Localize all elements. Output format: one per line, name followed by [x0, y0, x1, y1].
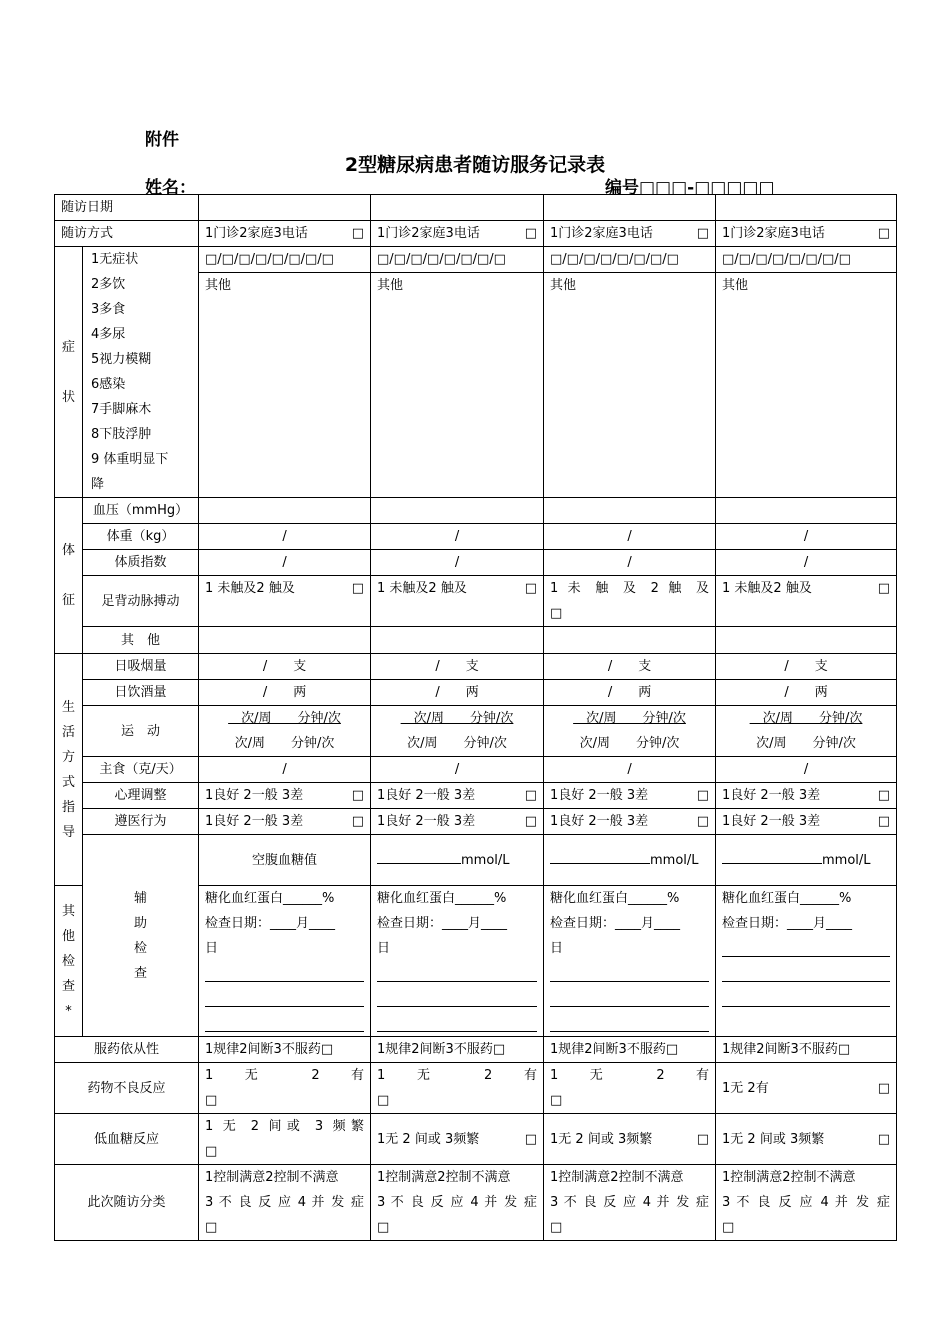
visit-date-label: 随访日期 — [55, 195, 199, 221]
attachment-label: 附件 — [145, 130, 179, 150]
adr-cell[interactable] — [716, 1063, 897, 1114]
fbg-cell[interactable] — [371, 835, 544, 886]
lifestyle-sec-char: 方 — [61, 749, 75, 765]
adr-options: 1无 2有 — [722, 1080, 769, 1096]
exercise-cell[interactable] — [716, 706, 897, 757]
visit-mode-options: 1门诊2家庭3电话 — [205, 226, 308, 241]
signs-section — [55, 498, 83, 654]
exercise-target: 次/周 分钟/次 — [234, 736, 335, 751]
hypo-cell[interactable] — [199, 1114, 371, 1165]
weight-cell[interactable]: / — [199, 524, 371, 550]
pulse-label: 足背动脉搏动 — [83, 576, 199, 627]
bp-cell[interactable] — [544, 498, 716, 524]
checkbox[interactable]: □ — [351, 581, 365, 596]
adr-options: 1 无 2 有 — [377, 1068, 538, 1083]
symptom-item: 8下肢浮肿 — [91, 427, 152, 442]
checkbox[interactable]: □ — [351, 814, 365, 829]
symptom-boxes[interactable]: □/□/□/□/□/□/□/□ — [716, 247, 897, 273]
compliance-cell[interactable] — [716, 809, 897, 835]
other-exam-cell[interactable] — [199, 886, 371, 1037]
exercise-current: 次/周 分钟/次 — [573, 711, 686, 726]
class-options-2: 3 不 良 反 应 4 并 发 症 — [377, 1195, 538, 1210]
exercise-label: 运 动 — [83, 706, 199, 757]
lifestyle-sec-char: 导 — [61, 824, 75, 840]
checkbox[interactable]: □ — [877, 814, 891, 829]
psych-cell[interactable] — [199, 783, 371, 809]
aux-sec-char: 助 — [134, 915, 148, 931]
compliance-options: 1良好 2一般 3差 — [722, 814, 821, 829]
code-label: 编号□□□-□□□□□ — [605, 178, 775, 198]
exercise-current: 次/周 分钟/次 — [400, 711, 514, 726]
exercise-cell[interactable] — [544, 706, 716, 757]
bmi-label: 体质指数 — [83, 550, 199, 576]
bp-cell[interactable] — [716, 498, 897, 524]
checkbox[interactable]: □ — [877, 226, 891, 241]
visit-mode-options: 1门诊2家庭3电话 — [377, 226, 480, 241]
bmi-cell[interactable]: / — [371, 550, 544, 576]
bmi-cell[interactable]: / — [199, 550, 371, 576]
hba1c-field: 糖化血红蛋白______% — [550, 891, 680, 906]
symptom-item: 6感染 — [91, 377, 126, 392]
visit-mode-cell[interactable] — [199, 221, 371, 247]
checkbox[interactable]: □ — [377, 1093, 390, 1108]
drink-cell[interactable]: / 两 — [544, 680, 716, 706]
hypo-label: 低血糖反应 — [55, 1114, 199, 1165]
exercise-current: 次/周 分钟/次 — [228, 711, 341, 726]
symptom-item: 7手脚麻木 — [91, 402, 152, 417]
class-cell[interactable] — [544, 1165, 716, 1241]
exercise-current: 次/周 分钟/次 — [749, 711, 863, 726]
checkbox[interactable]: □ — [351, 226, 365, 241]
adr-options: 1 无 2 有 — [205, 1068, 365, 1083]
visit-mode-cell[interactable] — [371, 221, 544, 247]
pulse-options: 1 未 触 及 2 触 及 — [550, 581, 710, 596]
lifestyle-sec-char: 式 — [61, 774, 75, 790]
exercise-target: 次/周 分钟/次 — [756, 736, 856, 751]
form-title: 2型糖尿病患者随访服务记录表 — [344, 154, 606, 176]
smoke-cell[interactable]: / 支 — [199, 654, 371, 680]
followup-table — [54, 194, 897, 1241]
checkbox[interactable]: □ — [351, 788, 365, 803]
symptom-item: 1无症状 — [91, 252, 139, 267]
adr-cell[interactable] — [544, 1063, 716, 1114]
staple-cell[interactable]: / — [716, 757, 897, 783]
adr-cell[interactable] — [371, 1063, 544, 1114]
checkbox[interactable]: □ — [205, 1220, 218, 1235]
lifestyle-sec-char: 指 — [61, 799, 75, 815]
checkbox[interactable]: □ — [696, 1131, 710, 1147]
drink-cell[interactable]: / 两 — [371, 680, 544, 706]
visit-date-cell[interactable] — [199, 195, 371, 221]
hypo-options: 1 无 2 间或 3 频繁 — [205, 1119, 365, 1134]
fbg-unit: mmol/L — [650, 852, 699, 868]
compliance-cell[interactable] — [199, 809, 371, 835]
other-exam-cell[interactable] — [544, 886, 716, 1037]
exam-day-label: 日 — [377, 941, 391, 956]
fbg-label: 空腹血糖值 — [199, 835, 371, 886]
bp-cell[interactable] — [199, 498, 371, 524]
checkbox[interactable]: □ — [205, 1144, 218, 1159]
symptom-other[interactable]: 其他 — [371, 273, 544, 498]
weight-cell[interactable]: / — [716, 524, 897, 550]
psych-cell[interactable] — [716, 783, 897, 809]
aux-sec-char: 检 — [134, 940, 148, 956]
weight-label: 体重（kg） — [83, 524, 199, 550]
adr-options: 1 无 2 有 — [550, 1068, 710, 1083]
class-options-2: 3 不 良 反 应 4 并 发 症 — [550, 1195, 710, 1210]
bp-label: 血压（mmHg） — [83, 498, 199, 524]
aux-section — [83, 835, 199, 1037]
class-options-2: 3 不 良 反 应 4 并 发 症 — [722, 1195, 891, 1210]
symptom-other[interactable]: 其他 — [544, 273, 716, 498]
exercise-cell[interactable] — [199, 706, 371, 757]
signs-other-cell[interactable] — [544, 627, 716, 654]
class-options-1: 1控制满意2控制不满意 — [550, 1170, 684, 1185]
other-exam-label: 其他检查* — [55, 886, 83, 1037]
bp-cell[interactable] — [371, 498, 544, 524]
compliance-label: 遵医行为 — [83, 809, 199, 835]
class-options-2: 3 不 良 反 应 4 并 发 症 — [205, 1195, 365, 1210]
adr-cell[interactable] — [199, 1063, 371, 1114]
pulse-options: 1 未触及2 触及 — [205, 581, 295, 596]
symptom-item: 3多食 — [91, 302, 126, 317]
staple-cell[interactable]: / — [371, 757, 544, 783]
checkbox[interactable]: □ — [877, 1080, 891, 1096]
visit-date-cell[interactable] — [371, 195, 544, 221]
psych-options: 1良好 2一般 3差 — [550, 788, 649, 803]
fbg-unit: mmol/L — [822, 852, 871, 868]
symptom-boxes[interactable]: □/□/□/□/□/□/□/□ — [199, 247, 371, 273]
checkbox[interactable]: □ — [696, 788, 710, 803]
fbg-cell[interactable] — [716, 835, 897, 886]
class-label: 此次随访分类 — [55, 1165, 199, 1241]
compliance-options: 1良好 2一般 3差 — [550, 814, 649, 829]
symptom-item: 2多饮 — [91, 277, 126, 292]
class-cell[interactable] — [199, 1165, 371, 1241]
checkbox[interactable]: □ — [524, 1131, 538, 1147]
visit-mode-cell[interactable] — [716, 221, 897, 247]
psych-options: 1良好 2一般 3差 — [722, 788, 821, 803]
class-cell[interactable] — [716, 1165, 897, 1241]
lifestyle-section — [55, 654, 83, 886]
symptom-other[interactable]: 其他 — [199, 273, 371, 498]
med-adherence-cell[interactable]: 1规律2间断3不服药□ — [716, 1037, 897, 1063]
exam-day-label: 日 — [205, 941, 219, 956]
drink-cell[interactable]: / 两 — [199, 680, 371, 706]
signs-other-cell[interactable] — [716, 627, 897, 654]
psych-cell[interactable] — [371, 783, 544, 809]
compliance-options: 1良好 2一般 3差 — [377, 814, 476, 829]
bmi-cell[interactable]: / — [544, 550, 716, 576]
smoke-cell[interactable]: / 支 — [371, 654, 544, 680]
exam-date-field: 检查日期：____月____ — [377, 916, 508, 931]
signs-sec-char: 体 — [61, 543, 75, 558]
symptom-item: 降 — [91, 477, 105, 492]
class-options-1: 1控制满意2控制不满意 — [722, 1170, 856, 1185]
adr-label: 药物不良反应 — [55, 1063, 199, 1114]
smoke-cell[interactable]: / 支 — [716, 654, 897, 680]
psych-label: 心理调整 — [83, 783, 199, 809]
compliance-cell[interactable] — [371, 809, 544, 835]
symptom-boxes[interactable]: □/□/□/□/□/□/□/□ — [544, 247, 716, 273]
exam-date-field: 检查日期：____月____ — [205, 916, 336, 931]
signs-other-cell[interactable] — [199, 627, 371, 654]
checkbox[interactable]: □ — [550, 1093, 563, 1108]
pulse-cell[interactable] — [544, 576, 716, 627]
visit-mode-label: 随访方式 — [55, 221, 199, 247]
pulse-cell[interactable] — [371, 576, 544, 627]
checkbox[interactable]: □ — [524, 814, 538, 829]
exam-date-field: 检查日期：____月____ — [550, 916, 681, 931]
exam-day-label: 日 — [550, 941, 564, 956]
hba1c-field: 糖化血红蛋白______% — [377, 891, 507, 906]
fbg-cell[interactable] — [544, 835, 716, 886]
checkbox[interactable]: □ — [877, 1131, 891, 1147]
symptom-item: 9 体重明显下 — [91, 452, 169, 467]
exercise-target: 次/周 分钟/次 — [579, 736, 680, 751]
staple-cell[interactable]: / — [544, 757, 716, 783]
pulse-options: 1 未触及2 触及 — [377, 581, 467, 596]
checkbox[interactable]: □ — [524, 226, 538, 241]
name-label: 姓名： — [145, 178, 196, 198]
exercise-target: 次/周 分钟/次 — [407, 736, 507, 751]
hypo-cell[interactable] — [371, 1114, 544, 1165]
staple-cell[interactable]: / — [199, 757, 371, 783]
med-adherence-cell[interactable]: 1规律2间断3不服药□ — [544, 1037, 716, 1063]
pulse-options: 1 未触及2 触及 — [722, 581, 812, 596]
checkbox[interactable]: □ — [205, 1093, 218, 1108]
smoke-label: 日吸烟量 — [83, 654, 199, 680]
visit-mode-cell[interactable] — [544, 221, 716, 247]
hypo-cell[interactable] — [544, 1114, 716, 1165]
visit-date-cell[interactable] — [544, 195, 716, 221]
weight-cell[interactable]: / — [371, 524, 544, 550]
class-cell[interactable] — [371, 1165, 544, 1241]
drink-label: 日饮酒量 — [83, 680, 199, 706]
exercise-cell[interactable] — [371, 706, 544, 757]
checkbox[interactable]: □ — [550, 606, 563, 621]
lifestyle-sec-char: 活 — [61, 724, 75, 740]
checkbox[interactable]: □ — [696, 226, 710, 241]
fbg-unit: mmol/L — [461, 852, 510, 868]
hypo-options: 1无 2 间或 3频繁 — [722, 1131, 825, 1147]
compliance-options: 1良好 2一般 3差 — [205, 814, 304, 829]
checkbox[interactable]: □ — [877, 581, 891, 596]
lifestyle-sec-char: 生 — [61, 699, 75, 715]
aux-sec-char: 查 — [134, 965, 148, 981]
symptom-item: 5视力模糊 — [91, 352, 152, 367]
symptom-other[interactable]: 其他 — [716, 273, 897, 498]
checkbox[interactable]: □ — [550, 1220, 563, 1235]
smoke-cell[interactable]: / 支 — [544, 654, 716, 680]
hba1c-field: 糖化血红蛋白______% — [205, 891, 335, 906]
aux-sec-char: 辅 — [134, 890, 148, 906]
hba1c-field: 糖化血红蛋白______% — [722, 891, 852, 906]
checkbox[interactable]: □ — [696, 814, 710, 829]
symptoms-sec-char: 症 — [61, 339, 75, 355]
med-adherence-cell[interactable]: 1规律2间断3不服药□ — [371, 1037, 544, 1063]
signs-sec-char: 征 — [61, 593, 75, 608]
compliance-cell[interactable] — [544, 809, 716, 835]
checkbox[interactable]: □ — [524, 581, 538, 596]
symptoms-sec-char: 状 — [61, 389, 75, 405]
staple-label: 主食（克/天） — [83, 757, 199, 783]
hypo-options: 1无 2 间或 3频繁 — [377, 1131, 480, 1147]
visit-mode-options: 1门诊2家庭3电话 — [550, 226, 653, 241]
signs-other-cell[interactable] — [371, 627, 544, 654]
symptom-boxes[interactable]: □/□/□/□/□/□/□/□ — [371, 247, 544, 273]
symptoms-section — [55, 247, 83, 498]
exam-date-field: 检查日期：____月____ — [722, 916, 853, 931]
psych-cell[interactable] — [544, 783, 716, 809]
drink-cell[interactable]: / 两 — [716, 680, 897, 706]
psych-options: 1良好 2一般 3差 — [205, 788, 304, 803]
visit-date-cell[interactable] — [716, 195, 897, 221]
other-exam-cell[interactable] — [371, 886, 544, 1037]
hypo-cell[interactable] — [716, 1114, 897, 1165]
symptom-item: 4多尿 — [91, 327, 126, 342]
med-adherence-cell[interactable]: 1规律2间断3不服药□ — [199, 1037, 371, 1063]
bmi-cell[interactable]: / — [716, 550, 897, 576]
checkbox[interactable]: □ — [524, 788, 538, 803]
checkbox[interactable]: □ — [377, 1220, 390, 1235]
hypo-options: 1无 2 间或 3频繁 — [550, 1131, 653, 1147]
signs-other-label: 其 他 — [83, 627, 199, 654]
symptom-list — [83, 247, 199, 498]
pulse-cell[interactable] — [199, 576, 371, 627]
weight-cell[interactable]: / — [544, 524, 716, 550]
checkbox[interactable]: □ — [722, 1220, 735, 1235]
psych-options: 1良好 2一般 3差 — [377, 788, 476, 803]
other-exam-cell[interactable] — [716, 886, 897, 1037]
class-options-1: 1控制满意2控制不满意 — [377, 1170, 511, 1185]
checkbox[interactable]: □ — [877, 788, 891, 803]
class-options-1: 1控制满意2控制不满意 — [205, 1170, 339, 1185]
visit-mode-options: 1门诊2家庭3电话 — [722, 226, 825, 241]
pulse-cell[interactable] — [716, 576, 897, 627]
med-adherence-label: 服药依从性 — [55, 1037, 199, 1063]
